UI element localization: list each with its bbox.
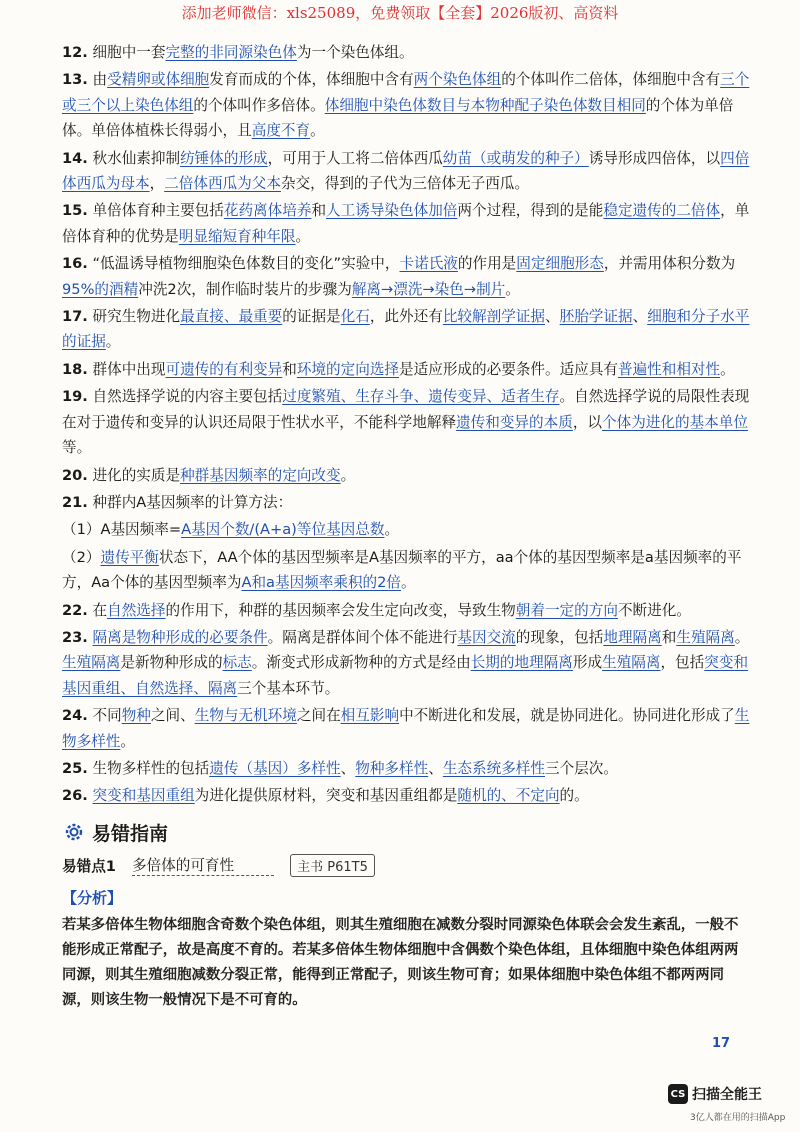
answer-text: 自然选择 [107,601,166,619]
answer-text: 物种多样性 [355,759,429,777]
answer-text: A和a基因频率乘积的2倍 [241,574,402,592]
error-point-title: 多倍体的可育性 [132,854,274,876]
item-text: 杂交，得到的子代为三倍体无子西瓜。 [280,175,530,193]
item-text: 。自然选择学说的局限性表现在对于遗传和变异的认识还局限于性状水平，不能科学地解释 [62,388,750,431]
answer-text: 95%的酒精 [62,280,139,298]
answer-text: 基因交流 [457,628,516,646]
item-text: 、 [632,308,648,326]
item-text: 的现象，包括 [515,628,604,646]
item-text: 为一个染色体组。 [296,44,414,61]
answer-text: 标志 [222,654,252,672]
answer-text: 最直接、最重要 [180,308,283,326]
item-text: 诱导形成四倍体，以 [588,149,721,167]
answer-text: 细胞和分子水平的证据 [62,308,750,351]
answer-text: 幼苗（或萌发的种子） [442,149,589,167]
item-text: 。 [310,122,325,140]
answer-text: 地理隔离 [603,628,662,646]
list-item [62,756,752,781]
answer-text: 比较解剖学证据 [442,308,545,326]
item-text: 。 [720,360,735,378]
item-text: 单倍体育种主要包括 [92,202,224,220]
answer-text: 纺锤体的形成 [180,149,268,167]
item-text: 种群内A基因频率的计算方法： [92,493,293,511]
answer-text: 体细胞中染色体数目与本物种配子染色体数目相同 [324,96,646,114]
item-text: 。 [505,280,520,298]
item-number: 12. [62,44,88,61]
answer-text: 固定细胞形态 [516,255,604,273]
item-text: 的。 [559,787,589,805]
item-text: 和 [311,202,327,220]
item-text: 。 [105,333,121,351]
item-text: 两个过程，得到的是能 [457,202,604,220]
item-text: ，单倍体育种的优势是 [62,202,750,245]
item-text: 研究生物进化 [92,308,181,326]
item-text: 的个体为单倍体。单倍体植株长得弱小，且 [62,96,734,140]
error-point-row [62,854,752,877]
item-text: 。渐变式形成新物种的方式是经由 [251,654,471,672]
scanner-tagline: 3亿人都在用的扫描App [690,1113,786,1123]
page-number: 17 [712,1036,731,1051]
answer-text: 二倍体西瓜为父本 [164,175,281,193]
item-text: 。 [384,521,400,539]
answer-text: 普遍性和相对性 [617,360,721,378]
answer-text: 化石 [340,308,370,326]
answer-text: 生殖隔离 [62,654,121,672]
item-text: 形成 [572,654,603,672]
answer-text: 遗传（基因）多样性 [209,759,341,777]
item-number: 24. [62,707,88,725]
list-item [62,198,752,249]
list-item [62,146,752,197]
answer-text: 卡诺氏液 [399,255,458,273]
answer-text: 突变和基因重组 [92,787,195,805]
answer-text: 个体为进化的基本单位 [602,413,748,431]
answer-text: 明显缩短育种年限 [178,227,296,245]
document-body [62,40,752,1012]
item-number: 22. [62,601,88,619]
answer-text: 种群基因频率的定向改变 [180,466,341,484]
analysis-text: 若某多倍体生物体细胞含奇数个染色体组，则其生殖细胞在减数分裂时同源染色体联会会发生紊乱，一般不能形成正常配子，故是高度不育的。若某多倍体生物体细胞中含偶数个染色体组，且体细胞中染色体组两两同源，则其生殖细胞减数分裂正常，能得到正常配子，则该生物可育；如果体细胞中染色体组不都两两同源，则该生物一般情况下是不可育的。 [62,915,739,1008]
item-text: 是适应形成的必要条件。适应具有 [399,360,618,378]
list-item [62,304,752,355]
answer-text: 高度不育 [251,122,311,140]
item-text: ，以 [572,413,603,431]
list-item [62,251,752,302]
list-item [62,357,752,382]
item-text: 、 [428,759,443,777]
answer-text: 生物与无机环境 [194,707,297,725]
item-text: 之间、 [150,707,195,725]
answer-text: 四倍体西瓜为母本 [62,149,750,193]
answer-text: 遗传平衡 [100,548,159,566]
item-list [62,40,752,809]
item-text: 由 [92,71,108,89]
item-number: 18. [62,360,88,378]
answer-text: 生物多样性 [62,707,750,750]
item-text: （1）A基因频率= [62,521,182,539]
list-item [62,703,752,754]
item-text: 、 [545,308,560,326]
answer-text: 两个染色体组 [413,71,502,89]
answer-text: 随机的、不定向 [457,787,560,805]
item-text: 状态下，AA个体的基因型频率是A基因频率的平方，aa个体的基因型频率是a基因频率的平方，Aa个体的基因型频率为 [62,548,742,592]
item-text: ， [149,175,165,193]
list-item [62,490,752,515]
item-text: 的作用下，种群的基因频率会发生定向改变，导致生物 [165,601,516,619]
item-number: 23. [62,628,88,646]
item-text: 不断进化。 [617,601,691,619]
item-text: 的作用是 [457,255,517,273]
answer-text: 朝着一定的方向 [515,601,618,619]
item-text: ，并需用体积分数为 [603,255,736,273]
item-text: 生物多样性的包括 [92,759,210,777]
item-text: 。隔离是群体间个体不能进行 [267,628,458,646]
item-text: 。 [340,466,356,484]
gear-icon [62,820,86,844]
item-text: 。 [734,628,750,646]
list-item [62,463,752,488]
item-text: 秋水仙素抑制 [92,149,181,167]
scanner-name: 扫描全能王 [692,1087,762,1103]
item-number: 15. [62,202,88,220]
list-item [62,517,752,542]
answer-text: 相互影响 [340,707,400,725]
item-text: 的个体叫作二倍体，体细胞中含有 [501,71,721,89]
item-text: 。 [120,732,135,750]
item-text: 群体中出现 [92,360,166,378]
list-item [62,625,752,701]
answer-text: 稳定遗传的二倍体 [603,202,721,220]
item-number: 14. [62,149,88,167]
answer-text: 生殖隔离 [602,654,661,672]
item-text: 中不断进化和发展，就是协同进化。协同进化形成了 [399,707,735,725]
watermark: 添加老师微信：xls25089，免费领取【全套】2026版初、高资料 [181,4,619,22]
item-text: 自然选择学说的内容主要包括 [92,388,283,406]
item-text: 等。 [62,439,92,457]
item-text: 的证据是 [282,308,341,326]
item-text: 三个基本环节。 [237,679,340,697]
list-item [62,783,752,808]
list-item [62,545,752,596]
item-text: 和 [282,360,297,378]
item-text: 不同 [92,707,122,725]
error-point-label: 易错点1 [62,857,116,875]
item-number: 21. [62,493,88,511]
item-text: 为进化提供原材料，突变和基因重组都是 [194,787,458,805]
item-number: 19. [62,388,88,406]
list-item [62,40,752,65]
list-item [62,598,752,623]
answer-text: 长期的地理隔离 [470,654,573,672]
answer-text: 物种 [121,707,151,725]
item-text: （2） [62,548,101,566]
item-text: 在 [92,601,108,619]
answer-text: 突变和基因重组、自然选择、隔离 [62,654,749,697]
analysis-label: 【分析】 [62,888,123,907]
item-text: ，包括 [660,654,705,672]
answer-text: A基因个数/(A+a)等位基因总数 [181,521,385,539]
answer-text: 生态系统多样性 [442,759,545,777]
answer-text: 可遗传的有利变异 [165,360,283,378]
section-title: 易错指南 [92,822,169,845]
item-text: 发育而成的个体，体细胞中含有 [209,71,414,89]
list-item [62,384,752,460]
item-number: 20. [62,466,88,484]
answer-text: 过度繁殖、生存斗争、遗传变异、适者生存 [282,388,560,406]
item-text: 冲洗2次，制作临时装片的步骤为 [138,280,352,298]
item-text: 。 [295,227,311,245]
item-text: ，此外还有 [369,308,443,326]
list-item [62,67,752,143]
cs-logo-icon: CS [668,1084,688,1104]
item-number: 16. [62,255,88,273]
item-text: ，可用于人工将二倍体西瓜 [267,149,443,167]
answer-text: 环境的定向选择 [296,360,400,378]
item-text: 、 [340,759,356,777]
answer-text: 花药离体培养 [223,202,312,220]
answer-text: 完整的非同源染色体 [165,44,297,61]
item-text: “低温诱导植物细胞染色体数目的变化”实验中， [92,255,400,273]
item-text: 和 [661,628,677,646]
section-header [62,819,752,846]
item-text: 是新物种形成的 [120,654,223,672]
item-number: 25. [62,759,88,777]
answer-text: 三个或三个以上染色体组 [62,71,750,114]
reference-badge: 主书 P61T5 [290,854,375,877]
answer-text: 生殖隔离 [676,628,735,646]
item-text: 三个层次。 [545,759,618,777]
answer-text: 胚胎学证据 [559,308,633,326]
item-text: 之间在 [296,707,341,725]
item-text: 细胞中一套 [92,44,166,61]
item-number: 13. [62,71,88,89]
scanner-brand [668,1084,762,1104]
answer-text: 人工诱导染色体加倍 [326,202,458,220]
item-text: 。 [401,574,416,592]
item-number: 26. [62,787,88,805]
answer-text: 隔离是物种形成的必要条件 [92,628,268,646]
item-text: 进化的实质是 [92,466,181,484]
item-number: 17. [62,308,88,326]
answer-text: 受精卵或体细胞 [107,71,210,89]
answer-text: 解离→漂洗→染色→制片 [351,280,506,298]
answer-text: 遗传和变异的本质 [456,413,573,431]
item-text: 的个体叫作多倍体。 [193,96,325,114]
